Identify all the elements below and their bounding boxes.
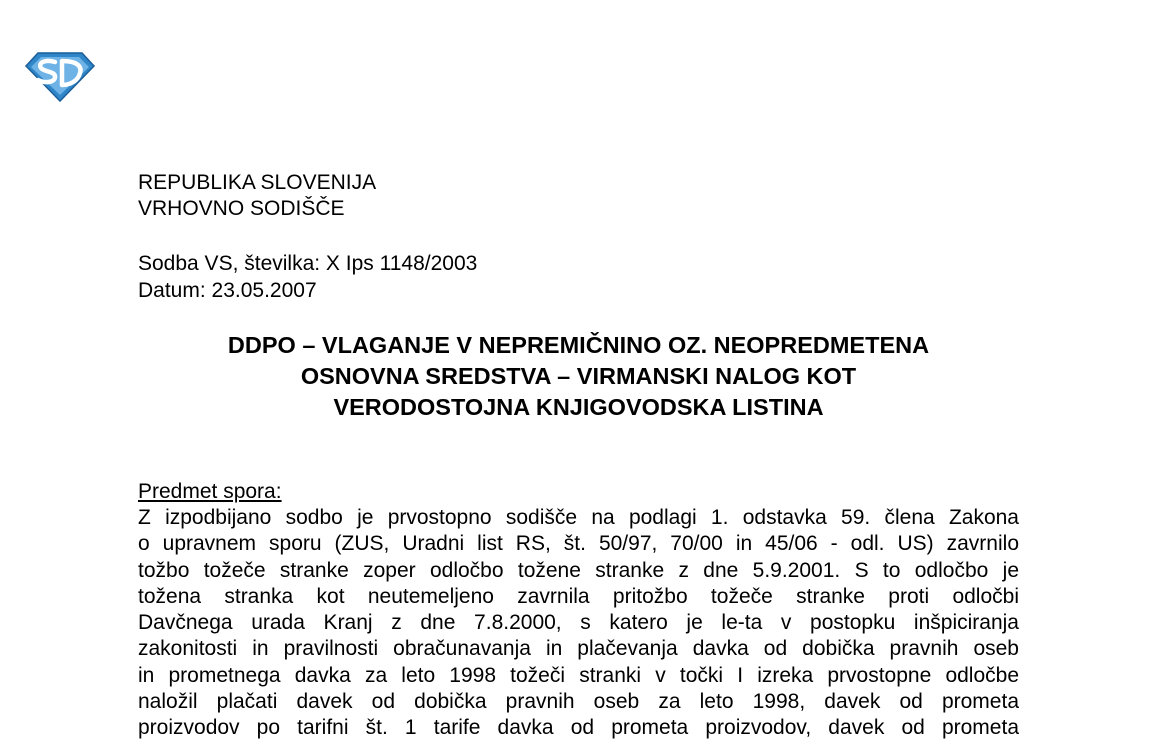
body-line: tožbo tožeče stranke zoper odločbo tožene stranke z dne 5.9.2001. S to odločbo je	[138, 558, 1019, 582]
body-line: tožena stranka kot neutemeljeno zavrnila pritožbo tožeče stranke proti odločbi	[138, 584, 1019, 608]
body-line: zakonitosti in pravilnosti obračunavanja in plačevanja davka od dobička pravnih oseb	[138, 637, 1019, 661]
body-line: naložil plačati davek od dobička pravnih oseb za leto 1998, davek od prometa	[138, 690, 1019, 714]
court-name: VRHOVNO SODIŠČE	[138, 197, 345, 220]
document-title	[138, 330, 1019, 423]
country-name: REPUBLIKA SLOVENIJA	[138, 171, 377, 194]
case-number: Sodba VS, številka: X Ips 1148/2003	[138, 252, 478, 275]
title-line: VERODOSTOJNA KNJIGOVODSKA LISTINA	[333, 394, 824, 420]
subject-heading: Predmet spora:	[138, 480, 282, 503]
body-line: Davčnega urada Kranj z dne 7.8.2000, s katero je le-ta v postopku inšpiciranja	[138, 611, 1019, 635]
title-line: DDPO – VLAGANJE V NEPREMIČNINO OZ. NEOPREDMETENA	[227, 332, 930, 358]
body-line: in prometnega davka za leto 1998 tožeči stranki v točki I izreka prvostopne odločbe	[138, 663, 1019, 687]
body-line: Z izpodbijano sodbo je prvostopno sodišče na podlagi 1. odstavka 59. člena Zakona	[138, 506, 1019, 529]
subject-body	[138, 505, 1019, 742]
logo	[22, 49, 96, 103]
decision-date: Datum: 23.05.2007	[138, 279, 317, 302]
title-line: OSNOVNA SREDSTVA – VIRMANSKI NALOG KOT	[300, 363, 857, 389]
body-line: o upravnem sporu (ZUS, Uradni list RS, št. 50/97, 70/00 in 45/06 - odl. US) zavrnilo	[138, 532, 1019, 556]
case-meta	[138, 250, 477, 304]
body-line: proizvodov po tarifni št. 1 tarife davka od prometa proizvodov, davek od prometa	[138, 716, 1019, 740]
court-header	[138, 170, 376, 222]
sd-diamond-logo-icon	[22, 49, 96, 103]
